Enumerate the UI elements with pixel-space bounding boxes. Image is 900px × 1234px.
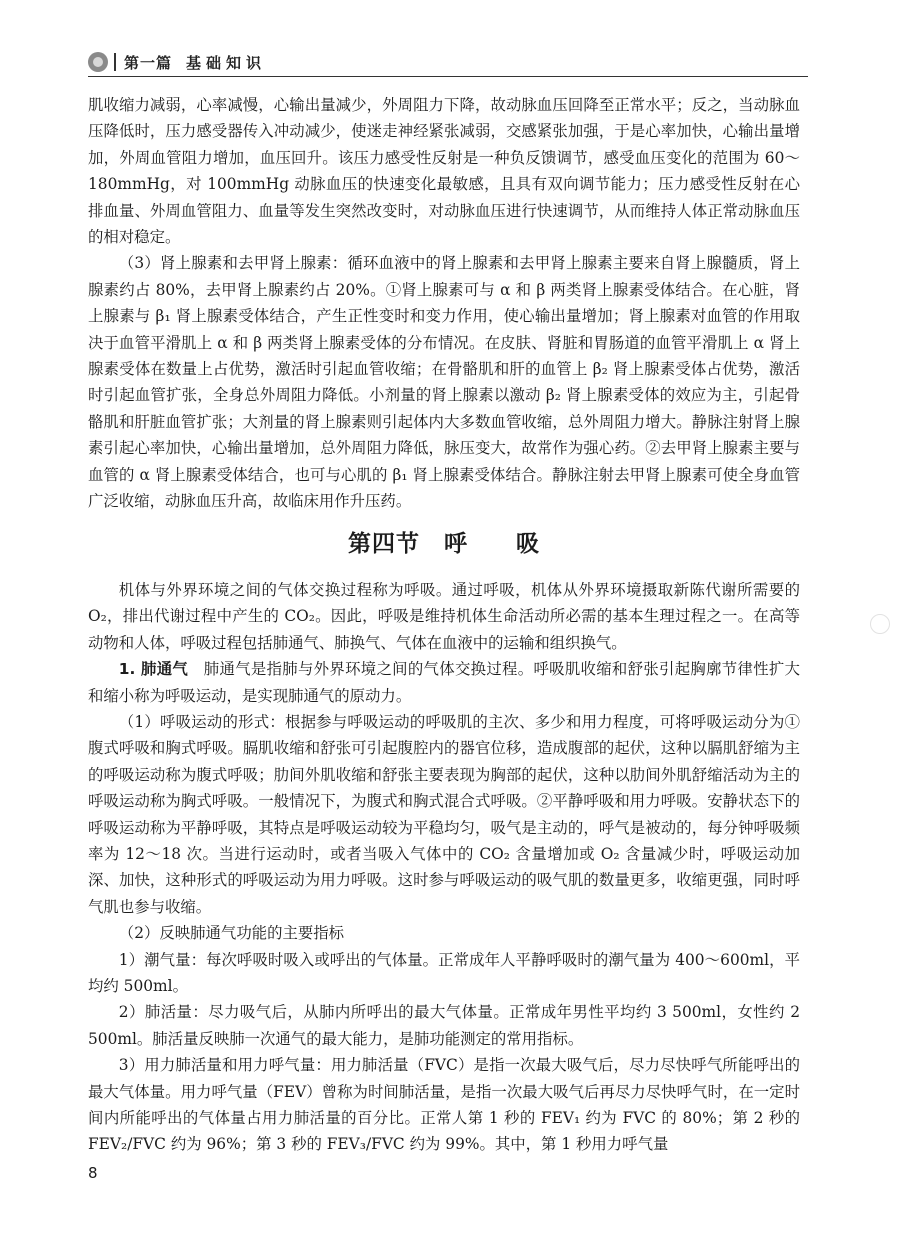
item-heading: 1. 肺通气	[118, 660, 189, 679]
paragraph: （1）呼吸运动的形式：根据参与呼吸运动的呼吸肌的主次、多少和用力程度，可将呼吸运动分为①腹式呼吸和胸式呼吸。膈肌收缩和舒张可引起腹腔内的器官位移，造成腹部的起伏，这种以膈肌舒缩为主的呼吸运动称为腹式呼吸；肋间外肌收缩和舒张主要表现为胸部的起伏，这种以肋间外肌舒缩活动为主的呼吸运动称为胸式呼吸。一般情况下，为腹式和胸式混合式呼吸。②平静呼吸和用力呼吸。安静状态下的呼吸运动称为平静呼吸，其特点是呼吸运动较为平稳均匀，吸气是主动的，呼气是被动的，每分钟呼吸频率为 12～18 次。当进行运动时，或者当吸入气体中的 CO₂ 含量增加或 O₂ 含量减少时，呼吸运动加深、加快，这种形式的呼吸运动为用力呼吸。这时参与呼吸运动的吸气肌的数量更多，收缩更强，同时呼气肌也参与收缩。	[88, 712, 800, 916]
paragraph	[88, 656, 800, 709]
paragraph: （2）反映肺通气功能的主要指标	[118, 924, 345, 943]
watermark-icon	[870, 614, 890, 634]
paragraph: 1）潮气量：每次呼吸时吸入或呼出的气体量。正常成年人平静呼吸时的潮气量为 400～600ml，平均约 500ml。	[88, 950, 800, 995]
page-body	[88, 92, 800, 1158]
running-header	[88, 48, 808, 77]
paragraph: 2）肺活量：尽力吸气后，从肺内所呼出的最大气体量。正常成年男性平均约 3 500ml，女性约 2 500ml。肺活量反映肺一次通气的最大能力，是肺功能测定的常用指标。	[88, 1003, 800, 1048]
book-logo-icon	[88, 52, 108, 72]
header-title: 基础知识	[186, 53, 267, 72]
page-number: 8	[88, 1164, 98, 1182]
paragraph: 机体与外界环境之间的气体交换过程称为呼吸。通过呼吸，机体从外界环境摄取新陈代谢所需要的 O₂，排出代谢过程中产生的 CO₂。因此，呼吸是维持机体生命活动所必需的基本生理过程之一。在高等动物和人体，呼吸过程包括肺通气、肺换气、气体在血液中的运输和组织换气。	[88, 580, 800, 652]
header-divider	[114, 53, 116, 71]
paragraph: （3）肾上腺素和去甲肾上腺素：循环血液中的肾上腺素和去甲肾上腺素主要来自肾上腺髓质，肾上腺素约占 80%，去甲肾上腺素约占 20%。①肾上腺素可与 α 和 β 两类肾上腺素受体结合。在心脏，肾上腺素与 β₁ 肾上腺素受体结合，产生正性变时和变力作用，使心输出量增加；肾上腺素对血管的作用取决于血管平滑肌上 α 和 β 两类肾上腺素受体的分布情况。在皮肤、肾脏和胃肠道的血管平滑肌上 α 肾上腺素受体在数量上占优势，激活时引起血管收缩；在骨骼肌和肝的血管上 β₂ 肾上腺素受体占优势，激活时引起血管扩张，全身总外周阻力降低。小剂量的肾上腺素以激动 β₂ 肾上腺素受体的效应为主，引起骨骼肌和肝脏血管扩张；大剂量的肾上腺素则引起体内大多数血管收缩，总外周阻力增大。静脉注射肾上腺素引起心率加快，心输出量增加，总外周阻力降低，脉压变大，故常作为强心药。②去甲肾上腺素主要与血管的 α 肾上腺素受体结合，也可与心肌的 β₁ 肾上腺素受体结合。静脉注射去甲肾上腺素可使全身血管广泛收缩，动脉血压升高，故临床用作升压药。	[88, 254, 800, 511]
paragraph: 3）用力肺活量和用力呼气量：用力肺活量（FVC）是指一次最大吸气后，尽力尽快呼气所能呼出的最大气体量。用力呼气量（FEV）曾称为时间肺活量，是指一次最大吸气后再尽力尽快呼气时，在一定时间内所能呼出的气体量占用力肺活量的百分比。正常人第 1 秒的 FEV₁ 约为 FVC 的 80%；第 2 秒的 FEV₂/FVC 约为 96%；第 3 秒的 FEV₃/FVC 约为 99%。其中，第 1 秒用力呼气量	[88, 1056, 800, 1154]
header-part: 第一篇	[124, 53, 173, 72]
paragraph: 肌收缩力减弱，心率减慢，心输出量减少，外周阻力下降，故动脉血压回降至正常水平；反之，当动脉血压降低时，压力感受器传入冲动减少，使迷走神经紧张减弱，交感紧张加强，于是心率加快，心输出量增加，外周血管阻力增加，血压回升。该压力感受性反射是一种负反馈调节，感受血压变化的范围为 60～180mmHg，对 100mmHg 动脉血压的快速变化最敏感，且具有双向调节能力；压力感受性反射在心排血量、外周血管阻力、血量等发生突然改变时，对动脉血压进行快速调节，从而维持人体正常动脉血压的相对稳定。	[88, 96, 800, 247]
item-text: 肺通气是指肺与外界环境之间的气体交换过程。呼吸肌收缩和舒张引起胸廓节律性扩大和缩小称为呼吸运动，是实现肺通气的原动力。	[88, 660, 800, 705]
section-title: 第四节 呼 吸	[348, 530, 540, 557]
